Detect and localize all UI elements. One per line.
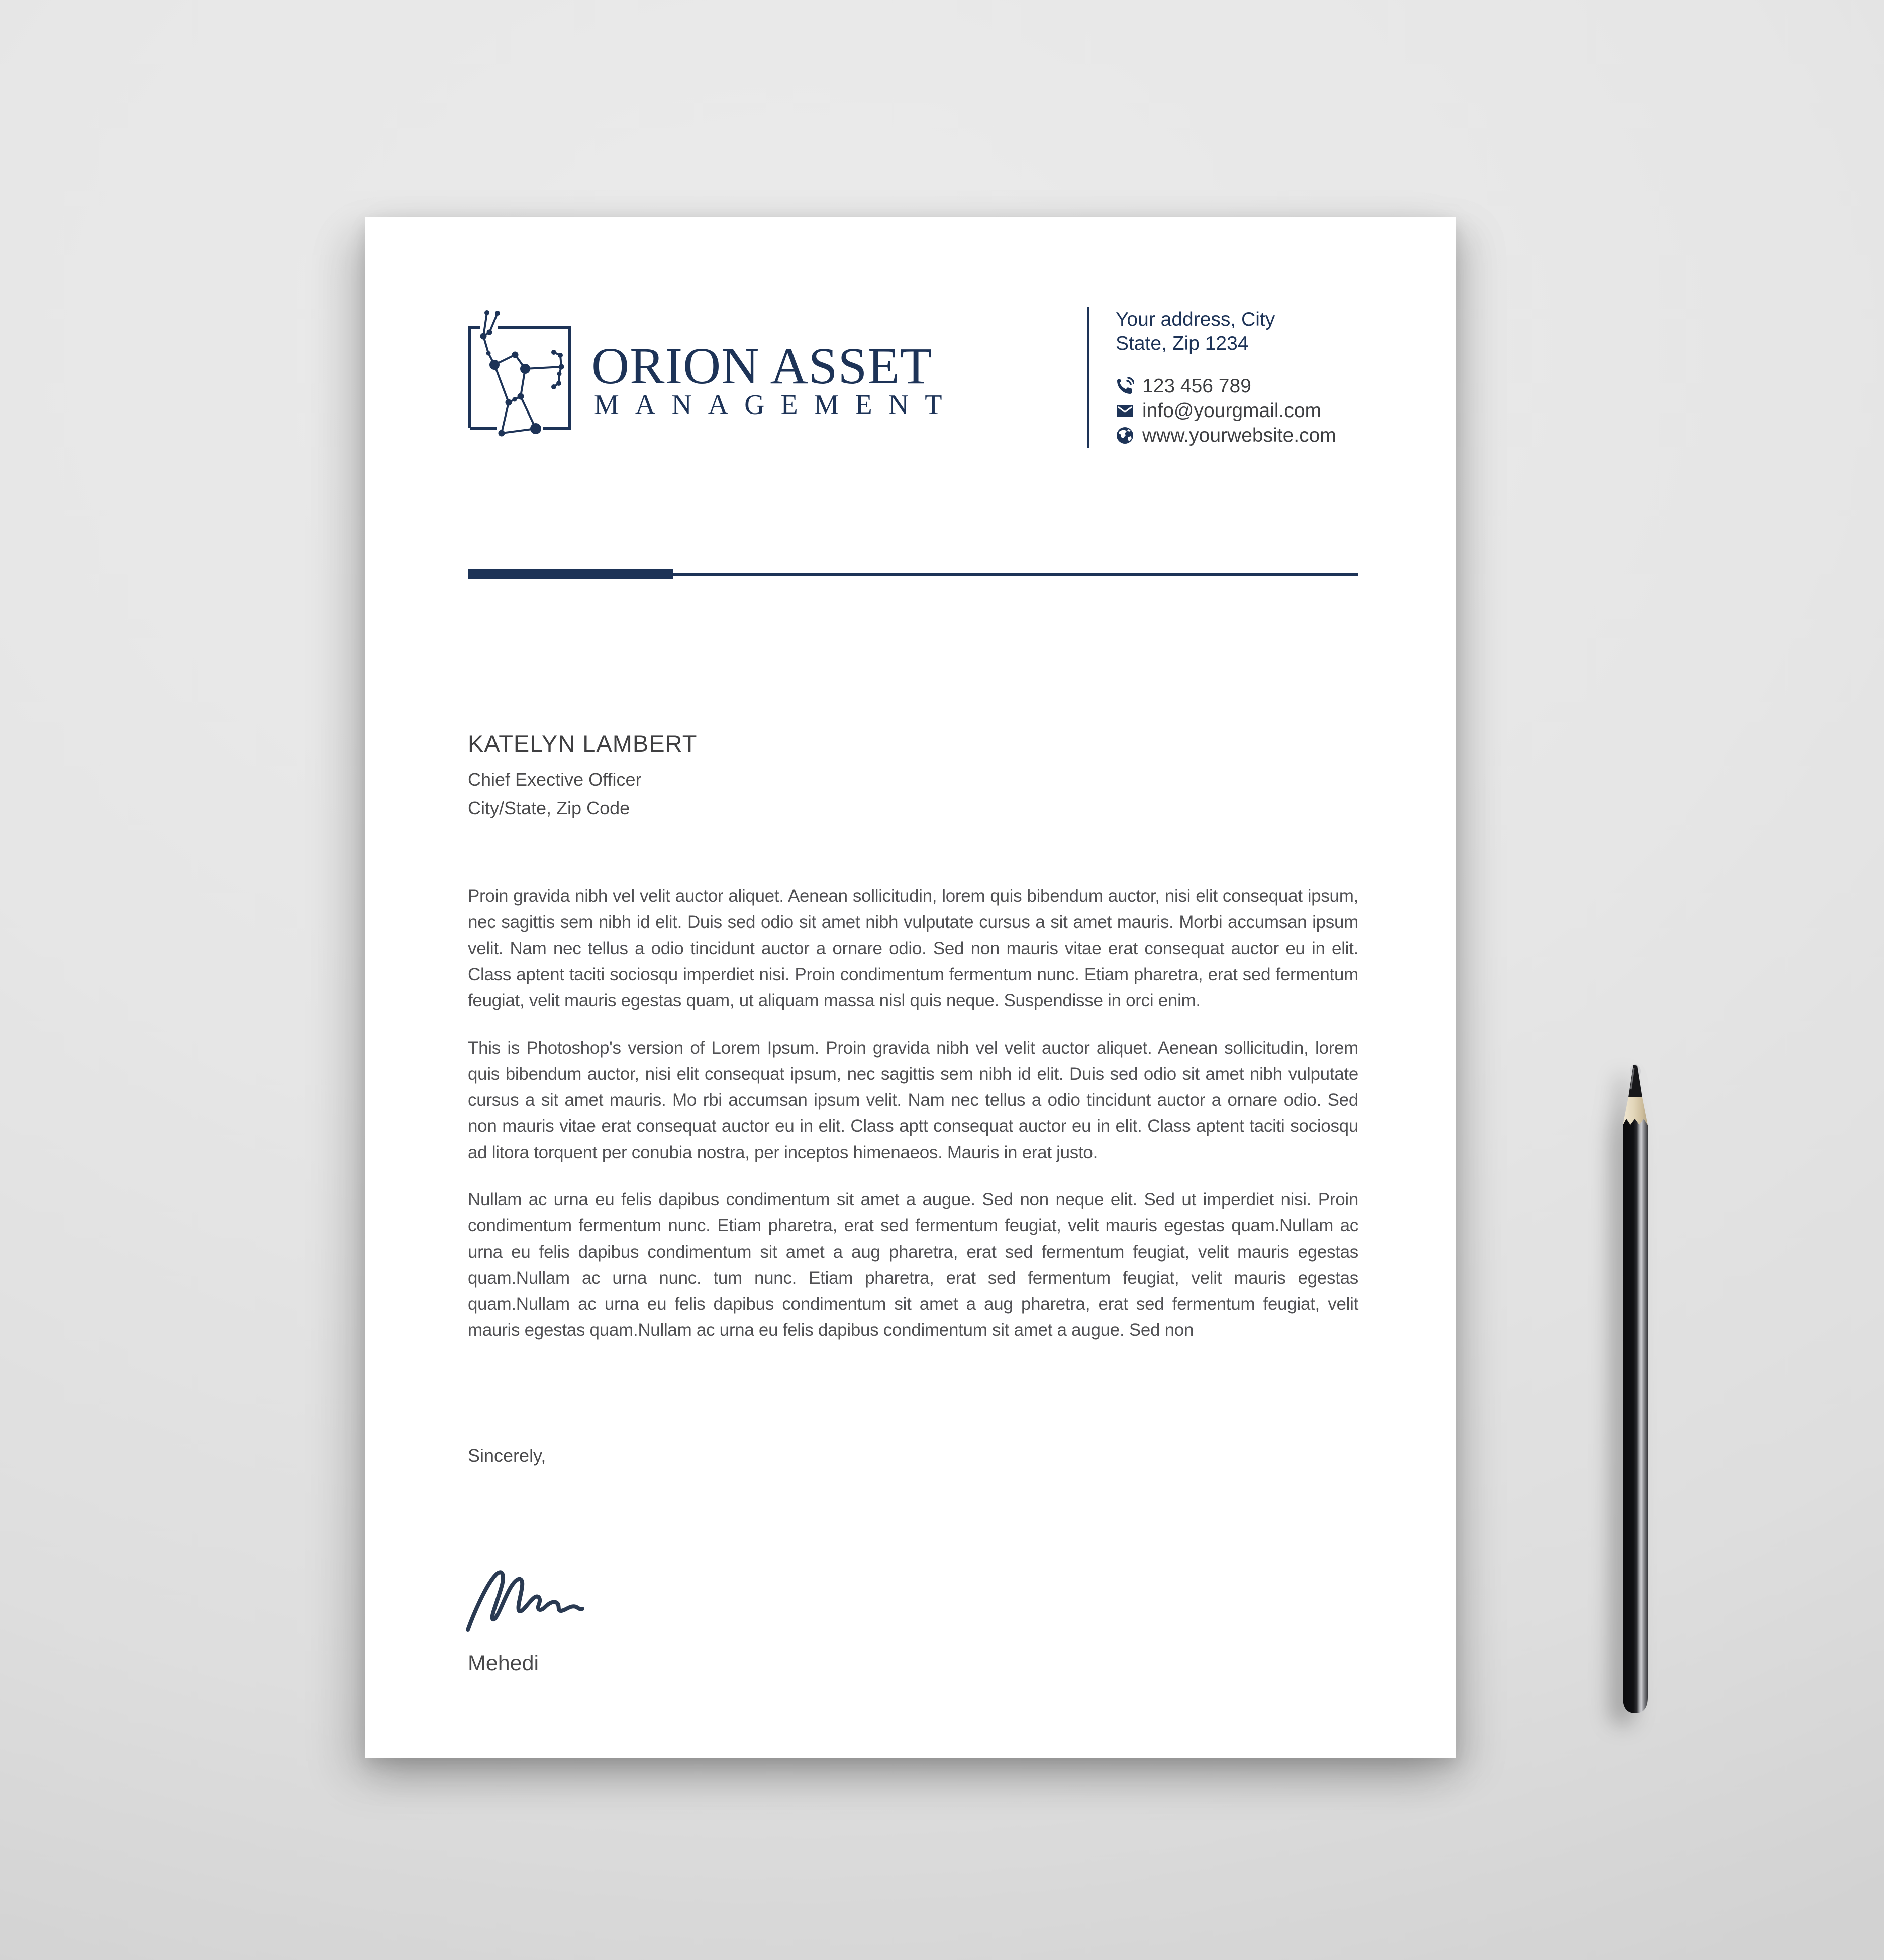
signature-name: Mehedi: [468, 1651, 539, 1675]
website-url: www.yourwebsite.com: [1142, 425, 1336, 446]
orion-constellation-logo: [452, 296, 578, 442]
pencil-body: [1623, 1119, 1648, 1713]
email-address: info@yourgmail.com: [1142, 400, 1322, 422]
divider-accent-bar: [468, 569, 673, 579]
salutation: Sincerely,: [468, 1445, 546, 1466]
phone-number: 123 456 789: [1142, 375, 1251, 397]
letter-page: [365, 217, 1456, 1758]
signature-scribble: [464, 1566, 615, 1636]
letter-body: [468, 883, 1358, 1344]
company-subtitle: MANAGEMENT: [594, 389, 958, 421]
header-divider: [468, 569, 1358, 579]
contact-block: [1087, 307, 1336, 448]
phone-row: [1116, 374, 1336, 398]
recipient-location: City/State, Zip Code: [468, 798, 630, 818]
contact-rows: [1116, 374, 1336, 448]
address-line-1: Your address, City: [1116, 308, 1275, 330]
company-name: ORION ASSET: [591, 337, 933, 395]
globe-icon: [1116, 426, 1134, 445]
body-paragraph-3: Nullam ac urna eu felis dapibus condimentum sit amet a augue. Sed non neque elit. Sed ut imperdiet nisi. Proin condimentum fermentum nunc. Etiam pharetra, erat sed fermentum feugiat, velit mauris egestas quam.Nullam ac urna eu felis dapibus condimentum sit amet a aug pharetra, erat sed fermentum feugiat, velit mauris egestas quam.Nullam ac urna nunc. tum nunc. Etiam pharetra, erat sed fermentum feugiat, velit mauris egestas quam.Nullam ac urna eu felis dapibus condimentum sit amet a aug pharetra, erat sed fermentum feugiat, velit mauris egestas quam.Nullam ac urna eu felis dapibus condimentum sit amet a augue. Sed non: [468, 1190, 1358, 1340]
website-row: [1116, 423, 1336, 448]
email-row: [1116, 398, 1336, 423]
recipient-block: [468, 730, 697, 819]
body-paragraph-1: Proin gravida nibh vel velit auctor aliquet. Aenean sollicitudin, lorem quis bibendum auctor, nisi elit consequat ipsum, nec sagittis sem nibh id elit. Duis sed odio sit amet nibh vulputate cursus a sit amet mauris. Morbi accumsan ipsum velit. Nam nec tellus a odio tincidunt auctor a ornare odio. Sed non mauris vitae erat consequat auctor eu in elit. Class aptent taciti sociosqu imperdiet nisi. Proin condimentum fermentum nunc. Etiam pharetra, erat sed fermentum feugiat, velit mauris egestas quam, ut aliquam massa nisl quis neque. Suspendisse in orci enim.: [468, 886, 1358, 1010]
envelope-icon: [1116, 401, 1134, 420]
address-line-2: State, Zip 1234: [1116, 333, 1249, 354]
recipient-title: Chief Exective Officer: [468, 769, 642, 790]
recipient-name: KATELYN LAMBERT: [468, 730, 698, 757]
pencil: [1616, 1063, 1654, 1716]
phone-icon: [1116, 377, 1134, 395]
body-paragraph-2: This is Photoshop's version of Lorem Ipsum. Proin gravida nibh vel velit auctor aliquet. Aenean sollicitudin, lorem quis bibendum auctor, nisi elit consequat ipsum, nec sagittis sem nibh id elit. Duis sed odio sit amet nibh vulputate cursus a sit amet mauris. Mo rbi accumsan ipsum velit. Nam nec tellus a odio tincidunt auctor a ornare odio. Sed non mauris vitae erat consequat auctor eu in elit. Class aptt consequat auctor eu in elit. Class aptent taciti sociosqu ad litora torquent per conubia nostra, per inceptos himenaeos. Mauris in erat justo.: [468, 1038, 1358, 1162]
